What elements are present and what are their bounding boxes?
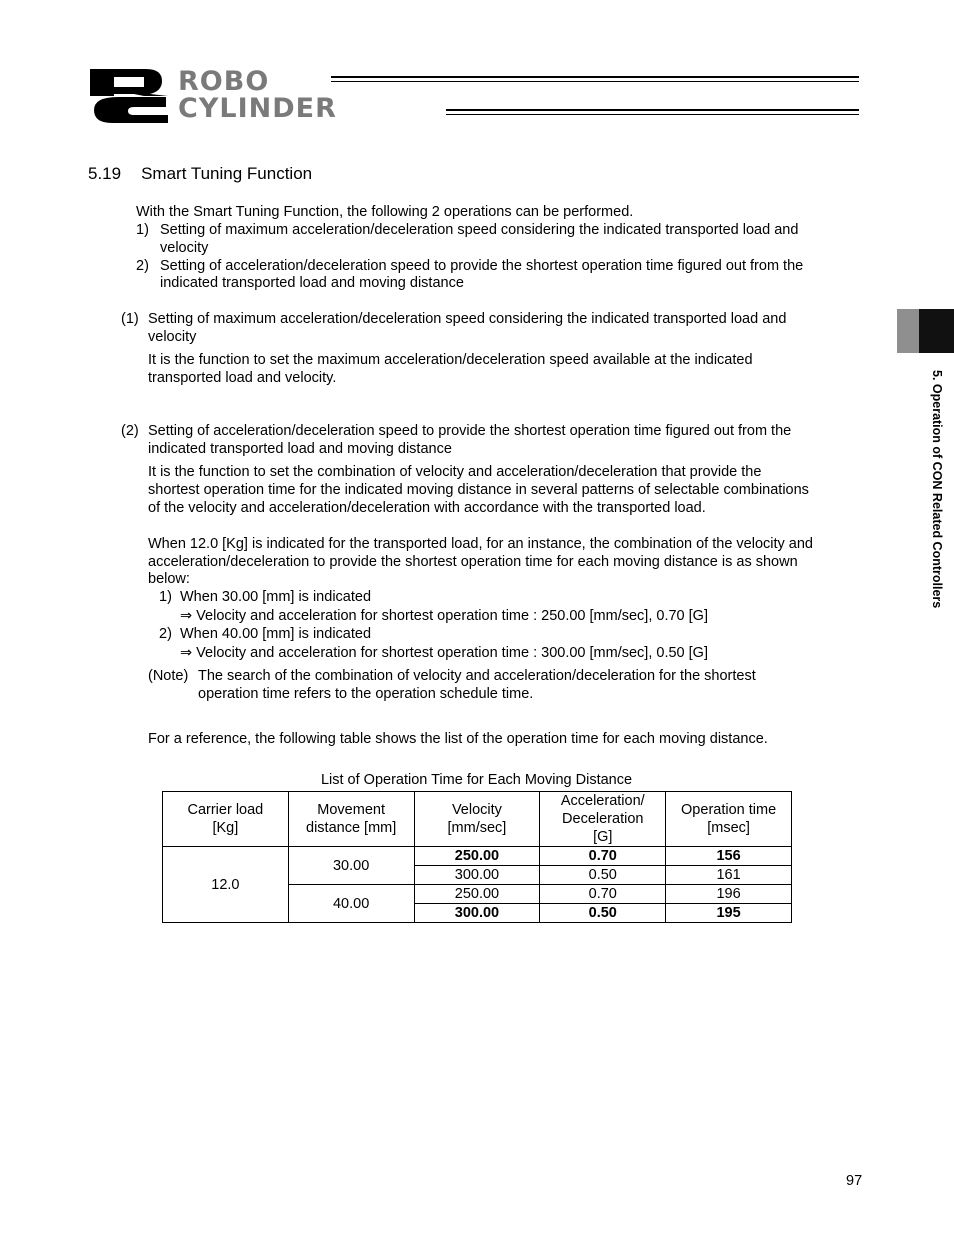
- reference-line: For a reference, the following table shows the list of the operation time for each moving distance.: [148, 731, 768, 747]
- section-number: 5.19: [88, 164, 122, 183]
- cell-velocity: 300.00: [414, 904, 540, 923]
- part1-title-line2: velocity: [148, 329, 197, 345]
- operation-time-table: [162, 791, 792, 923]
- intro-item-1-line2: velocity: [160, 240, 209, 256]
- cell-accel: 0.70: [540, 885, 666, 904]
- logo-word-cylinder: CYLINDER: [178, 93, 337, 124]
- header-rule-bottom-1: [446, 109, 859, 111]
- part2-body-line2: shortest operation time for the indicated moving distance in several patterns of selectable combinations: [148, 482, 809, 498]
- part2-example-line1: When 12.0 [Kg] is indicated for the transported load, for an instance, the combination of the velocity and: [148, 536, 813, 552]
- cell-velocity: 250.00: [414, 885, 540, 904]
- intro-line: With the Smart Tuning Function, the following 2 operations can be performed.: [136, 204, 634, 220]
- case-1-label: When 30.00 [mm] is indicated: [180, 589, 372, 605]
- table-caption: List of Operation Time for Each Moving Distance: [320, 772, 633, 788]
- note-line1: The search of the combination of velocity and acceleration/deceleration for the shortest: [198, 668, 756, 684]
- case-1-result: ⇒ Velocity and acceleration for shortest operation time : 250.00 [mm/sec], 0.70 [G]: [180, 608, 708, 624]
- header-acceleration: Acceleration/ Deceleration [G]: [540, 792, 666, 847]
- part2-example-line2: acceleration/deceleration to provide the shortest operation time for each moving distance is as shown: [148, 554, 798, 570]
- cell-accel: 0.70: [540, 847, 666, 866]
- table-header-row: [163, 792, 792, 847]
- part2-body-line1: It is the function to set the combination of velocity and acceleration/deceleration that provide the: [148, 464, 762, 480]
- header-rule-top-1: [331, 76, 859, 78]
- header-rule-top-2: [331, 81, 859, 82]
- chapter-label: 5. Operation of CON Related Controllers: [930, 370, 944, 609]
- section-heading: [88, 164, 312, 184]
- rc-logo-icon: [88, 67, 172, 123]
- chapter-tab-black: [919, 309, 954, 353]
- header-carrier-load: Carrier load [Kg]: [163, 792, 289, 847]
- intro-item-2-line1: Setting of acceleration/deceleration speed to provide the shortest operation time figured out from the: [160, 258, 804, 274]
- intro-item-1-line1: Setting of maximum acceleration/deceleration speed considering the indicated transported load and: [160, 222, 799, 238]
- part2-title-line1: Setting of acceleration/deceleration speed to provide the shortest operation time figured out from the: [148, 423, 792, 439]
- robo-cylinder-logo: [88, 67, 172, 123]
- cell-time: 161: [666, 866, 792, 885]
- case-1-number: 1): [159, 589, 172, 605]
- cell-velocity: 300.00: [414, 866, 540, 885]
- part2-example-line3: below:: [148, 571, 190, 587]
- cell-time: 196: [666, 885, 792, 904]
- part2-title-line2: indicated transported load and moving distance: [148, 441, 452, 457]
- header-rule-bottom-2: [446, 114, 859, 115]
- cell-time: 156: [666, 847, 792, 866]
- part1-number: (1): [121, 311, 139, 327]
- intro-item-1-num: 1): [136, 222, 149, 238]
- page-number: 97: [846, 1173, 863, 1189]
- table-row: [163, 847, 792, 866]
- header-velocity: Velocity [mm/sec]: [414, 792, 540, 847]
- part1-title-line1: Setting of maximum acceleration/deceleration speed considering the indicated transported load and: [148, 311, 787, 327]
- part1-body-line2: transported load and velocity.: [148, 370, 337, 386]
- intro-item-2-num: 2): [136, 258, 149, 274]
- cell-velocity: 250.00: [414, 847, 540, 866]
- cell-distance-1: 30.00: [288, 847, 414, 885]
- intro-item-2-line2: indicated transported load and moving distance: [160, 275, 464, 291]
- part1-body-line1: It is the function to set the maximum acceleration/deceleration speed available at the indicated: [148, 352, 753, 368]
- case-2-number: 2): [159, 626, 172, 642]
- cell-time: 195: [666, 904, 792, 923]
- part2-number: (2): [121, 423, 139, 439]
- part2-body-line3: of the velocity and acceleration/deceleration with accordance with the transported load.: [148, 500, 706, 516]
- cell-accel: 0.50: [540, 866, 666, 885]
- header-operation-time: Operation time [msec]: [666, 792, 792, 847]
- case-2-label: When 40.00 [mm] is indicated: [180, 626, 372, 642]
- note-line2: operation time refers to the operation schedule time.: [198, 686, 534, 702]
- case-2-result: ⇒ Velocity and acceleration for shortest operation time : 300.00 [mm/sec], 0.50 [G]: [180, 645, 708, 661]
- section-title: Smart Tuning Function: [141, 164, 313, 183]
- chapter-tab-gray: [897, 309, 919, 353]
- cell-accel: 0.50: [540, 904, 666, 923]
- logo-word-robo: ROBO: [178, 66, 270, 97]
- header-movement-distance: Movement distance [mm]: [288, 792, 414, 847]
- note-label: (Note): [148, 668, 189, 684]
- cell-distance-2: 40.00: [288, 885, 414, 923]
- cell-load: 12.0: [163, 847, 289, 923]
